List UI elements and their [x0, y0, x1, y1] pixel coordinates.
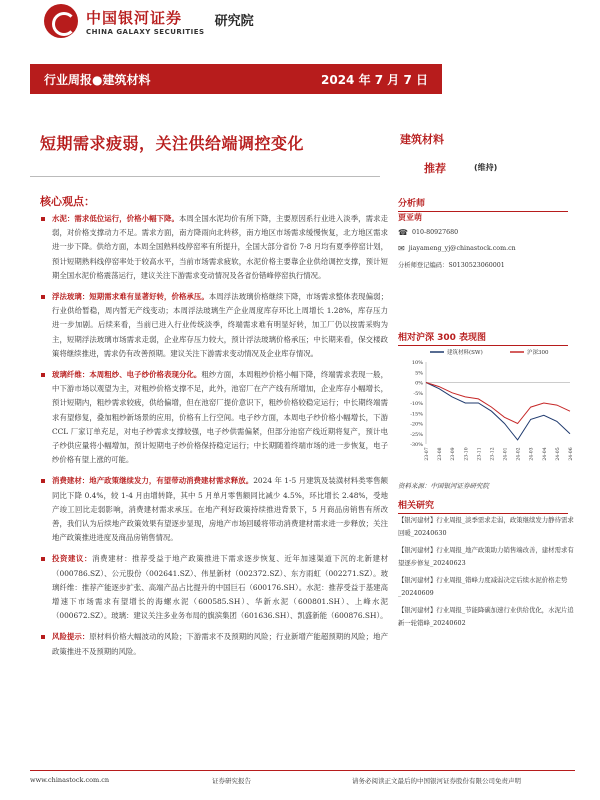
related-header: 相关研究 [398, 498, 568, 514]
rating-maintain: (维持) [474, 163, 498, 172]
y-tick-label: 5% [415, 370, 423, 377]
related-item[interactable]: 【银河建材】行业周报_节能降碳加速行业供给优化，水泥片追新一轮错峰_20240602 [398, 606, 574, 627]
galaxy-logo-icon [44, 4, 78, 38]
analyst-cert [398, 260, 505, 269]
bullet-fiberglass [52, 368, 388, 467]
bullet-text: 本周全国水泥均价有所下降，主要原因系行业进入淡季，需求走弱，对价格支撑动力不足。需求方面，南方降雨向北转移，南方地区市场需求缓慢恢复，北方地区需求进一步下降。供给方面，本周全国熟料线停窑率有所提升，全国大部分省份 7-8 月均有夏季停窑计划，预计短期熟料线停窑率处于较高水平，当前市场需求疲软，水泥价格主要靠企业供给调控支撑，预计短期全国水泥价格震荡运行，建议关注下游需求变动情况及各省份错峰停窑执行情况。 [52, 214, 388, 280]
x-tick-label: 24-02 [516, 447, 522, 461]
bullet-cement [52, 212, 388, 283]
bullet-float-glass [52, 290, 388, 361]
bullet-heading: 玻璃纤维：本周粗纱、电子纱价格表现分化。 [52, 370, 202, 380]
legend-label: 建筑材料(SW) [447, 350, 483, 356]
y-tick-label: -5% [413, 390, 423, 397]
bullet-risk [52, 630, 388, 658]
bullet-text: 本周浮法玻璃价格继续下降，市场需求整体表现偏弱；行业供给暂稳，周内暂无产线变动；本周浮法玻璃生产企业周度库存环比上周增长 1.28%，库存压力进一步加剧。后续来看，当前已进入行业传统淡季，终端需求难有明显好转，加工厂仍以按需采购为主，短期浮法玻璃市场需求走弱，企业库存压力较大，预计浮法玻璃价格承压；中长期来看，保交楼政策将继续推进，需求仍有改善预期。建议关注下游需求变动情况及企业库存情况。 [52, 292, 388, 358]
chart-header: 相对沪深 300 表现图 [398, 330, 568, 346]
chart-source: 资料来源：中国银河证券研究院 [398, 482, 489, 490]
x-tick-label: 23-08 [438, 447, 444, 461]
bullet-text: 粗纱方面，本周粗纱价格小幅下降，终端需求表现一般，中下游市场以观望为主，对粗纱价格支撑不足，此外，池窑厂在产产线有所增加，企业库存小幅增长，预计短期内，粗纱需求较疲，供给偏增，但在池窑厂提价意识下，粗纱价格较稳定运行；中长期终端需求有望修复，叠加粗纱新场景的应用，价格有上行空间。电子纱方面，本周电子纱价格小幅增长，下游 CCL 厂家订单充足，对电子纱需求支撑较强，电子纱供需偏紧，但部分池窑产线近期将复产，预计电子纱供应量将小幅增加，预计短期电子纱价格保持稳定运行；中长期随着终端市场的进一步恢复，电子纱价格有望上涨的可能。 [52, 370, 388, 465]
y-tick-label: -30% [410, 442, 423, 448]
legend-label: 沪深300 [527, 350, 549, 356]
x-tick-label: 24-04 [542, 447, 548, 461]
related-research-list [398, 514, 578, 634]
sector-label: 建筑材料 [400, 133, 444, 146]
bullet-text: 原材料价格大幅波动的风险；下游需求不及预期的风险；行业新增产能超预期的风险；地产政策推进不及预期的风险。 [52, 632, 388, 656]
report-type: 行业周报●建筑材料 [44, 72, 151, 87]
bullet-consumer-materials [52, 474, 388, 545]
related-item[interactable]: 【银河建材】行业周报_地产政策助力销售端改善，建材需求有望逐步修复_20240623 [398, 546, 574, 567]
rating-label: 推荐 [424, 162, 446, 175]
related-item[interactable]: 【银河建材】行业周报_淡季需求走弱，政策继续发力静待需求回暖_20240630 [398, 516, 574, 537]
phone-icon: ☎ [398, 228, 408, 237]
related-item[interactable]: 【银河建材】行业周报_错峰力度减弱决定后续水泥价格走势_20240609 [398, 576, 568, 597]
cert-text: 分析师登记编码：S0130523060001 [398, 262, 505, 269]
footer-center: 证券研究报告 [212, 777, 251, 785]
bullet-heading: 消费建材：地产政策继续发力，有望带动消费建材需求释放。 [52, 476, 254, 486]
bullet-heading: 浮法玻璃：短期需求难有显著好转，价格承压。 [52, 292, 209, 302]
y-tick-label: 0% [415, 380, 423, 387]
report-banner [30, 64, 442, 94]
report-title: 短期需求疲弱，关注供给端调控变化 [40, 134, 305, 153]
x-tick-label: 23-07 [425, 447, 430, 461]
footer-site[interactable]: www.chinastock.com.cn [30, 776, 110, 784]
analyst-header: 分析师 [398, 196, 568, 212]
core-views-label: 核心观点： [40, 195, 95, 208]
y-tick-label: -20% [410, 421, 423, 428]
x-tick-label: 23-11 [477, 447, 483, 461]
analyst-email[interactable] [398, 244, 516, 253]
y-tick-label: -10% [410, 401, 423, 407]
bullet-text: 消费建材：推荐受益于地产政策推进下需求逐步恢复、近年加速渠道下沉的北新建材（000786.SZ）、公元股份（002641.SZ）、伟星新材（002372.SZ）、东方雨虹（002271.SZ）。玻璃纤维：推荐产能逐步扩张、高端产品占比提升的中国巨石（600176.SH）。水泥：推荐受益于基建高增速下市场需求有望增长的海螺水泥（600585.SH）、华新水泥（600801.SH）、上峰水泥（000672.SZ）。玻璃：建议关注多业务布局的旗滨集团（601636.SH）、凯盛新能（600876.SH）。 [52, 554, 388, 621]
bullet-text: 2024 年 1-5 月建筑及装潢材料类零售额同比下降 0.4%，较 1-4 月由增转降，其中 5 月单月零售额同比减少 4.5%，环比增长 2.48%，受地产竣工回比走弱影响，消费建材需求承压。在地产利好政策持续推进背景下，5 月商品房销售有所改善，我们认为后续地产政策效果有望逐步显现，房地产市场回暖将带动消费建材需求进一步释放；关注地产政策推进进度及商品房销售情况。 [52, 476, 388, 543]
analyst-name: 贾亚萌 [398, 213, 422, 222]
bullet-heading: 水泥：需求低位运行，价格小幅下降。 [52, 214, 179, 223]
x-tick-label: 23-09 [451, 447, 457, 461]
x-tick-label: 24-05 [555, 447, 561, 461]
x-tick-label: 24-03 [529, 447, 535, 461]
core-views-list [52, 212, 388, 666]
footer-disclaimer: 请务必阅读正文最后的中国银河证券股份有限公司免责声明 [352, 777, 521, 785]
x-tick-label: 24-06 [569, 447, 574, 461]
relative-performance-chart [400, 346, 575, 470]
y-tick-label: -15% [410, 411, 423, 418]
email-icon: ✉ [398, 244, 405, 253]
bullet-heading: 投资建议： [52, 554, 93, 564]
footer-divider [30, 770, 575, 771]
report-date: 2024 年 7 月 7 日 [321, 72, 428, 87]
email-text: jiayameng_yj@chinastock.com.cn [408, 245, 516, 252]
x-tick-label: 24-01 [503, 447, 509, 461]
institute-label: 研究院 [214, 13, 254, 29]
bullet-heading: 风险提示： [52, 632, 90, 642]
company-logo [44, 4, 254, 38]
analyst-phone [398, 228, 458, 237]
brand-cn: 中国银河证券 [86, 8, 183, 27]
x-tick-label: 23-12 [490, 447, 496, 461]
phone-text: 010-80927680 [411, 229, 459, 236]
brand-en: CHINA GALAXY SECURITIES [86, 27, 205, 36]
divider [30, 176, 380, 177]
y-tick-label: 10% [411, 360, 423, 366]
bullet-investment [52, 552, 388, 623]
y-tick-label: -25% [410, 431, 423, 438]
x-tick-label: 23-10 [464, 447, 470, 461]
